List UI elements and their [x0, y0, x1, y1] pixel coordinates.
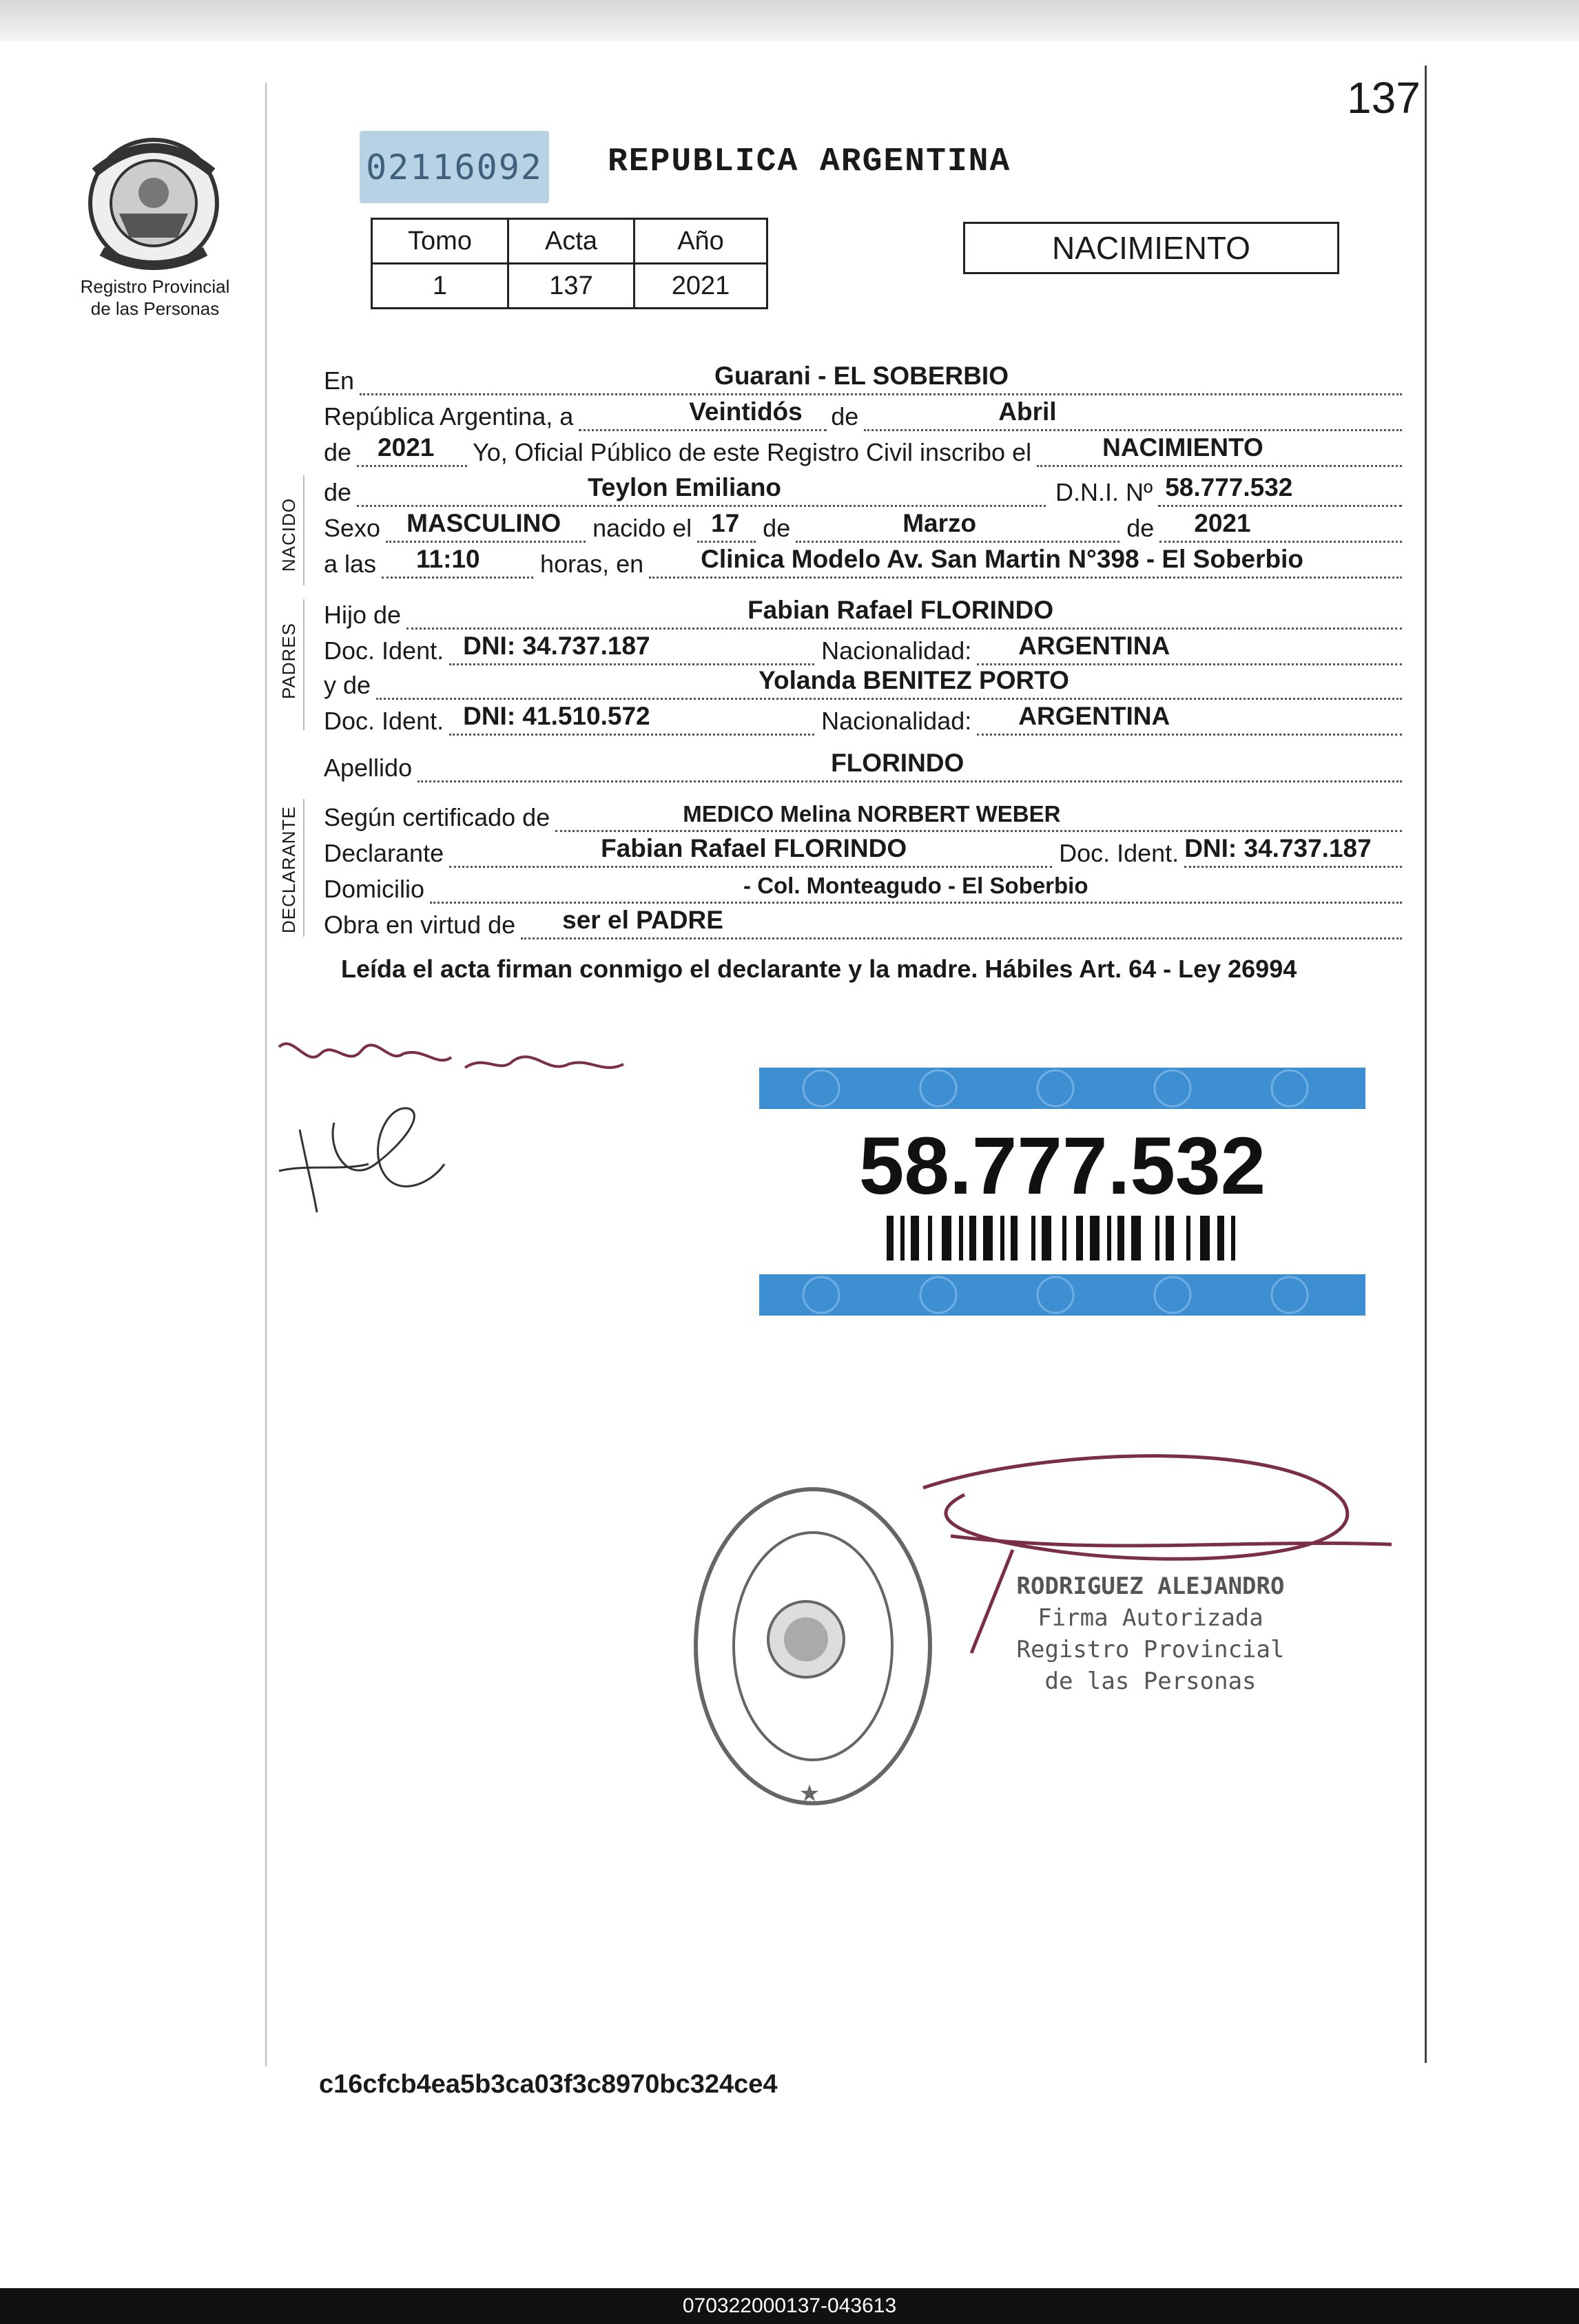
mother-nationality: ARGENTINA: [1018, 702, 1170, 730]
inscribo-value: NACIMIENTO: [1102, 433, 1263, 461]
page-number: 137: [1347, 73, 1421, 123]
section-divider: [303, 599, 305, 730]
row-domicilio: Domicilio - Col. Monteagudo - El Soberbio: [324, 872, 1402, 904]
row-sexo: Sexo MASCULINO nacido el 17 de Marzo de 2021: [324, 511, 1402, 543]
section-label-declarante: DECLARANTE: [278, 806, 299, 933]
logo-caption: Registro Provincial de las Personas: [80, 276, 230, 319]
row-en: En Guarani - EL SOBERBIO: [324, 364, 1402, 395]
acta-value: 137: [508, 264, 634, 309]
section-divider: [303, 799, 305, 937]
page-right-border: [1425, 65, 1427, 2063]
day-value: Veintidós: [689, 397, 803, 426]
father-dni: DNI: 34.737.187: [463, 632, 650, 660]
father-nationality: ARGENTINA: [1018, 632, 1170, 660]
misiones-seal-logo: [81, 131, 226, 276]
father-name: Fabian Rafael FLORINDO: [747, 596, 1054, 624]
acta-header: Acta: [508, 219, 634, 264]
act-type-box: NACIMIENTO: [963, 222, 1339, 274]
tomo-value: 1: [372, 264, 508, 309]
en-value: Guarani - EL SOBERBIO: [714, 362, 1009, 390]
tomo-acta-table: [371, 218, 768, 309]
scan-top-band: [0, 0, 1579, 41]
birth-year: 2021: [1194, 509, 1251, 537]
svg-text:★: ★: [798, 1781, 821, 1807]
footer-bar: [0, 2288, 1579, 2324]
surname-value: FLORINDO: [831, 749, 964, 777]
birth-place: Clinica Modelo Av. San Martin N°398 - El Soberbio: [701, 545, 1304, 573]
row-padre-doc: Doc. Ident. DNI: 34.737.187 Nacionalidad: ARGENTINA: [324, 634, 1402, 665]
official-round-stamp: [689, 1481, 937, 1812]
domicile-value: - Col. Monteagudo - El Soberbio: [743, 873, 1088, 898]
birth-month: Marzo: [902, 509, 977, 537]
birth-day: 17: [711, 509, 740, 537]
row-apellido: Apellido FLORINDO: [324, 751, 1402, 782]
mother-name: Yolanda BENITEZ PORTO: [758, 666, 1069, 694]
row-obra: Obra en virtud de ser el PADRE: [324, 908, 1402, 940]
section-divider: [303, 475, 305, 585]
serial-number: 02116092: [360, 131, 549, 203]
sexo-value: MASCULINO: [406, 509, 561, 537]
declarant-signature: [265, 1026, 637, 1219]
declarant-name: Fabian Rafael FLORINDO: [601, 834, 907, 862]
row-nacido-name: de Teylon Emiliano D.N.I. Nº 58.777.532: [324, 475, 1402, 507]
declarant-dni: DNI: 34.737.187: [1184, 834, 1372, 862]
child-name: Teylon Emiliano: [588, 473, 782, 501]
row-certificado: Según certificado de MEDICO Melina NORBERT WEBER: [324, 800, 1402, 832]
tomo-header: Tomo: [372, 219, 508, 264]
child-dni: 58.777.532: [1165, 473, 1293, 501]
section-label-padres: PADRES: [278, 623, 299, 699]
row-inscribo: de 2021 Yo, Oficial Público de este Registro Civil inscribo el NACIMIENTO: [324, 435, 1402, 467]
row-madre-doc: Doc. Ident. DNI: 41.510.572 Nacionalidad: ARGENTINA: [324, 704, 1402, 736]
birth-time: 11:10: [416, 545, 480, 573]
ano-value: 2021: [634, 264, 767, 309]
footer-code: 070322000137-043613: [682, 2294, 897, 2317]
month-value: Abril: [998, 397, 1057, 426]
row-madre: y de Yolanda BENITEZ PORTO: [324, 668, 1402, 700]
legal-statement: Leída el acta firman conmigo el declarante y la madre. Hábiles Art. 64 - Ley 26994: [341, 955, 1297, 983]
mother-dni: DNI: 41.510.572: [463, 702, 650, 730]
document-hash: c16cfcb4ea5b3ca03f3c8970bc324ce4: [319, 2070, 778, 2099]
row-hora: a las 11:10 horas, en Clinica Modelo Av. San Martin N°398 - El Soberbio: [324, 547, 1402, 579]
row-padre: Hijo de Fabian Rafael FLORINDO: [324, 598, 1402, 630]
dni-large-number: 58.777.532: [858, 1121, 1266, 1212]
section-label-nacido: NACIDO: [278, 497, 299, 572]
row-declarante: Declarante Fabian Rafael FLORINDO Doc. Ident. DNI: 34.737.187: [324, 836, 1402, 868]
row-fecha: República Argentina, a Veintidós de Abril: [324, 400, 1402, 431]
reason-value: ser el PADRE: [562, 906, 723, 934]
certificate-value: MEDICO Melina NORBERT WEBER: [683, 801, 1061, 827]
ano-header: Año: [634, 219, 767, 264]
document-title: REPUBLICA ARGENTINA: [608, 143, 1011, 180]
official-name-stamp: RODRIGUEZ ALEJANDRO Firma Autorizada Registro Provincial de las Personas: [1016, 1573, 1285, 1695]
year-value: 2021: [378, 433, 435, 461]
